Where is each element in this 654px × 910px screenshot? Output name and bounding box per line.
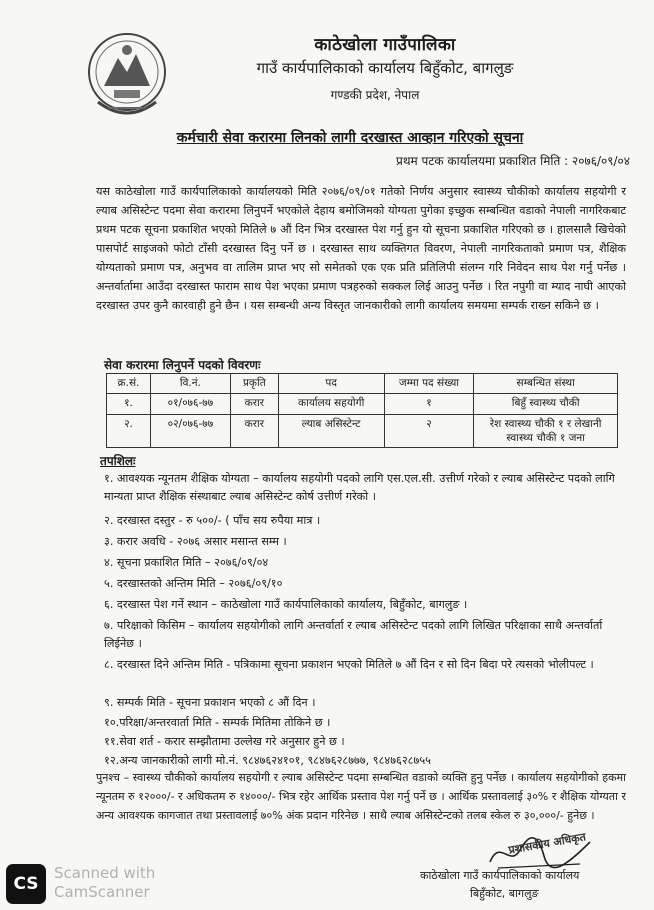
col-header-post: पद: [278, 374, 384, 394]
cell-serial: २.: [107, 415, 151, 448]
notes-title: तपशिलः: [100, 454, 136, 468]
cell-post: ल्याब असिस्टेन्ट: [278, 415, 384, 448]
government-emblem-icon: [84, 28, 170, 128]
list-item: ८. दरखास्त दिने अन्तिम मिति - पत्रिकामा सूचना प्रकाशन भएको मितिले ७ औं दिन र सो दिन बिदा परे त्यसको भोलीपल्ट ।: [104, 658, 594, 671]
camscanner-logo-icon: CS: [6, 864, 46, 904]
col-header-total-posts: जम्मा पद संख्या: [384, 374, 474, 394]
watermark-line-1: Scanned with: [54, 864, 156, 882]
province-name: गण्डकी प्रदेश, नेपाल: [330, 88, 420, 102]
cell-nature: करार: [230, 394, 278, 415]
cell-institution: रेश स्वास्थ्य चौकी १ र लेखानी स्वास्थ्य चौकी १ जना: [474, 415, 618, 448]
cell-post: कार्यालय सहयोगी: [278, 394, 384, 415]
cell-total-posts: २: [384, 415, 474, 448]
cell-nature: करार: [230, 415, 278, 448]
col-header-nature: प्रकृति: [230, 374, 278, 394]
table-row: [107, 394, 618, 415]
col-header-institution: सम्बन्धित संस्था: [474, 374, 618, 394]
list-item: १०.परिक्षा/अन्तरवार्ता मिति - सम्पर्क मितिमा तोकिने छ ।: [104, 716, 331, 729]
col-header-ad-no: वि.नं.: [150, 374, 230, 394]
posts-section-title: सेवा करारमा लिनुपर्ने पदको विवरणः: [104, 358, 261, 372]
cell-ad-no: ०२/०७६-७७: [150, 415, 230, 448]
publication-date: प्रथम पटक कार्यालयमा प्रकाशित मिति : २०७६/०९/०४: [396, 154, 630, 168]
list-item: ५. दरखास्तको अन्तिम मिति – २०७६/०९/१०: [104, 577, 283, 590]
list-item: ३. करार अवधि - २०७६ असार मसान्त सम्म ।: [104, 535, 287, 548]
col-header-serial: क्र.सं.: [107, 374, 151, 394]
camscanner-watermark: [54, 864, 155, 902]
list-item: १. आवश्यक न्यूनतम शैक्षिक योग्यता – कार्यालय सहयोगी पदको लागि एस.एल.सी. उत्तीर्ण गरेको र ल्याब असिस्टेन्ट पदको लागि मान्यता प्राप्त शैक्षिक संस्थाबाट ल्याब असिस्टेन्ट कोर्ष उत्तीर्ण गरेको ।: [104, 472, 615, 503]
list-item: ४. सूचना प्रकाशित मिति – २०७६/०९/०४: [104, 556, 269, 569]
list-item: २. दरखास्त दस्तुर - रु ५००/- ( पाँच सय रुपैया मात्र ।: [104, 514, 321, 527]
table-header-row: [107, 374, 618, 394]
cell-institution: बिहुँ स्वास्थ्य चौकी: [474, 394, 618, 415]
watermark-line-2: CamScanner: [54, 883, 150, 901]
signatory-office: काठेखोला गाउँ कार्यपालिकाको कार्यालय: [420, 869, 580, 882]
list-item: ९. सम्पर्क मिति - सूचना प्रकाशन भएको ८ औं दिन ।: [104, 696, 316, 709]
list-item: ७. परिक्षाको किसिम – कार्यालय सहयोगीको लागि अन्तर्वार्ता र ल्याब असिस्टेन्ट पदको लागि लिखित परिक्षाका साथै अन्तर्वार्ता लिईनेछ ।: [104, 619, 603, 650]
table-row: [107, 415, 618, 448]
signatory-address: बिहुँकोट, बागलुङ: [470, 887, 539, 900]
designation-stamp: प्रशासकीय अधिकृत: [507, 830, 587, 857]
municipality-name: काठेखोला गाउँपालिका: [314, 35, 456, 55]
postscript-paragraph: पुनश्च – स्वास्थ्य चौकीको कार्यालय सहयोगी र ल्याब असिस्टेन्ट पदमा सम्बन्धित वडाको व्यक्ति हुनु पर्नेछ । कार्यालय सहयोगीको हकमा न्यूनतम रु १२०००/- र अधिकतम रु १४०००/- भित्र रहेर आर्थिक प्रस्ताव पेश गर्नु पर्ने छ । आर्थिक प्रस्तावलाई ३०% र शैक्षिक योग्यता र अन्य आवश्यक कागजात तथा प्रस्तावलाई ७०% अंक प्रदान गरिनेछ । साथै ल्याब असिस्टेन्टको तलब स्केल रु ३०,०००/- हुनेछ ।: [96, 771, 626, 822]
list-item: ११.सेवा शर्त - करार सम्झौतामा उल्लेख गरे अनुसार हुने छ ।: [104, 735, 345, 748]
notice-title: कर्मचारी सेवा करारमा लिनको लागी दरखास्त आव्हान गरिएको सूचना: [176, 130, 524, 146]
cell-serial: १.: [107, 394, 151, 415]
list-item: १२.अन्य जानकारीको लागी मो.नं. ९८४७६२४१०१, ९८४७६२८७७७, ९८४७६२८७५५: [104, 754, 431, 767]
cell-ad-no: ०१/०७६-७७: [150, 394, 230, 415]
posts-table: [106, 373, 618, 448]
cell-total-posts: १: [384, 394, 474, 415]
office-name: गाउँ कार्यपालिकाको कार्यालय बिहुँकोट, बागलुङ: [256, 59, 514, 77]
notice-body-paragraph: यस काठेखोला गाउँ कार्यपालिकाको कार्यालयको मिति २०७६/०९/०१ गतेको निर्णय अनुसार स्वास्थ्य चौकीको कार्यालय सहयोगी र ल्याब असिस्टेन्ट पदमा सेवा करारमा लिनुपर्ने भएकोले देहाय बमोजिमको योग्यता पुगेका इच्छुक सम्बन्धित वडाको नेपाली नागरिकबाट प्रथम पटक सूचना प्रकाशित भएको मितिले ७ औं दिन भित्र दरखास्त पेश गर्नु हुन यो सूचना प्रकाशित गरिएको छ । हालसालै खिचेको पासपोर्ट साइजको फोटो टाँसी दरखास्त दिनु पर्ने छ । दरखास्त साथ व्यक्तिगत विवरण, नेपाली नागरिकताको प्रमाण पत्र, शैक्षिक योग्यताको प्रमाण पत्र, अनुभव वा तालिम प्राप्त भए सो समेतको एक एक प्रति प्रतिलिपी संलग्न गरि निवेदन साथ पेश गर्नु पर्नेछ । अन्तर्वार्तामा आउँदा दरखास्त फाराम साथ पेश भएका प्रमाण पत्रहरुको सक्कल लिई आउनु पर्नेछ । रित नपुगी वा म्याद नाघी आएको दरखास्त उपर कुनै कारवाही हुने छैन । यस सम्बन्धी अन्य विस्तृत जानकारीको लागी कार्यालय समयमा सम्पर्क राख्न सकिने छ ।: [96, 185, 626, 312]
list-item: ६. दरखास्त पेश गर्ने स्थान – काठेखोला गाउँ कार्यपालिकाको कार्यालय, बिहुँकोट, बागलुङ ।: [104, 598, 468, 611]
